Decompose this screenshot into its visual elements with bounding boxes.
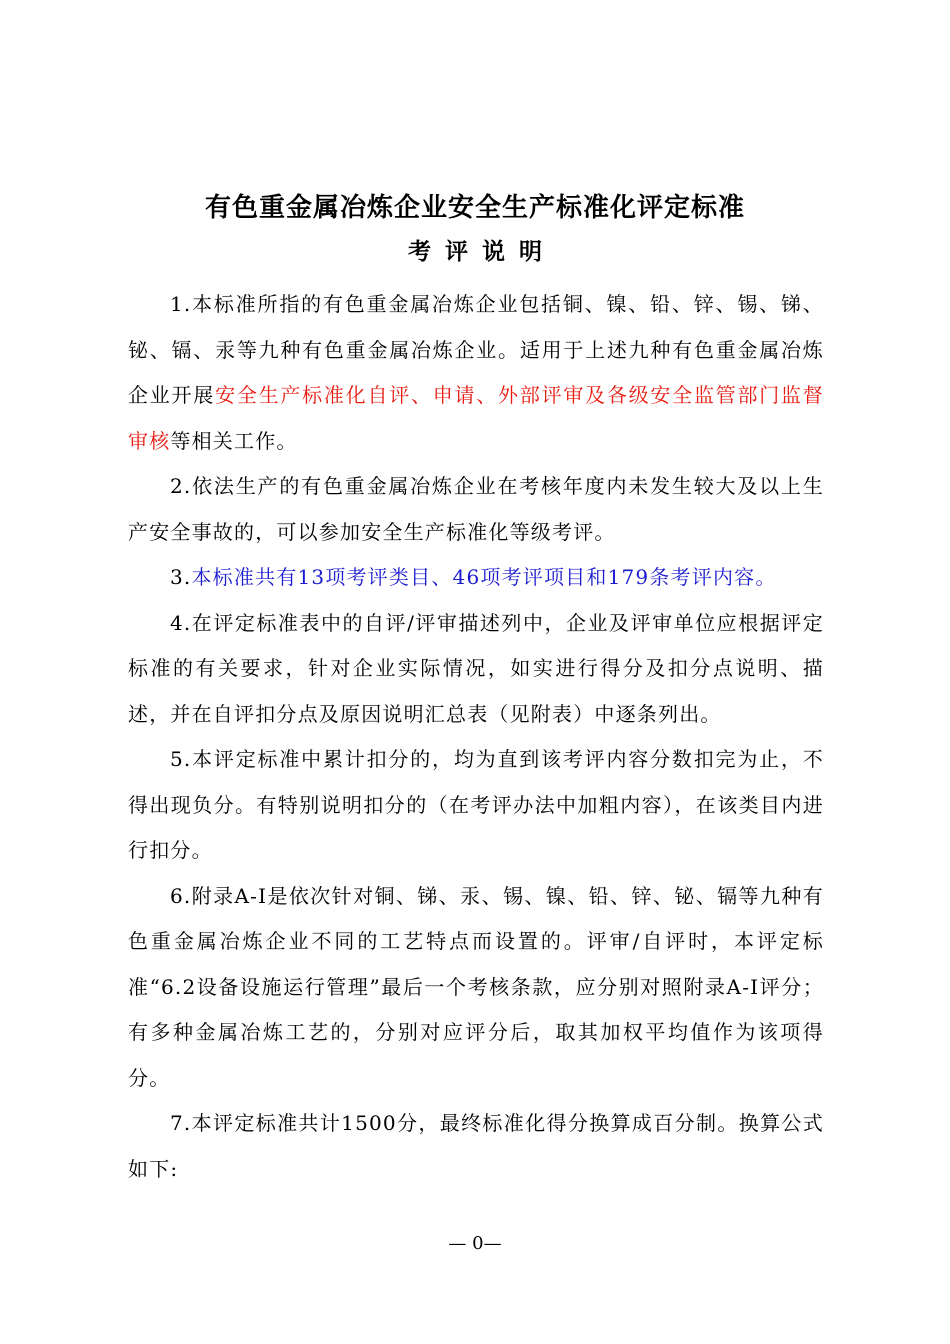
- paragraph-1-text-b: 等相关工作。: [170, 428, 298, 453]
- paragraph-3-number: 3.: [170, 565, 192, 589]
- paragraph-1: [128, 282, 824, 464]
- paragraph-3: [128, 555, 824, 601]
- paragraph-1-highlight: 安全生产标准化自评、申请、外部评审及各级安全监管部门监督审核: [128, 383, 824, 453]
- page-number: — 0—: [448, 1233, 502, 1254]
- paragraph-2: 2.依法生产的有色重金属冶炼企业在考核年度内未发生较大及以上生产安全事故的，可以参加安全生产标准化等级考评。: [128, 474, 824, 544]
- document-body: [128, 282, 824, 1192]
- document-subtitle: 考评说明: [408, 239, 556, 265]
- paragraph-5: 5.本评定标准中累计扣分的，均为直到该考评内容分数扣完为止，不得出现负分。有特别说明扣分的（在考评办法中加粗内容），在该类目内进行扣分。: [128, 747, 824, 862]
- paragraph-7: 7.本评定标准共计1500分，最终标准化得分换算成百分制。换算公式如下:: [128, 1111, 824, 1181]
- paragraph-1-text-a: 1.本标准所指的有色重金属冶炼企业包括铜、镍、铅、锌、锡、锑、铋、镉、汞等九种有色重金属冶炼企业。适用于上述九种有色重金属冶炼企业开展: [128, 292, 824, 407]
- paragraph-3-highlight: 本标准共有13项考评类目、46项考评项目和179条考评内容。: [191, 565, 777, 589]
- document-title: 有色重金属冶炼企业安全生产标准化评定标准: [204, 193, 745, 223]
- paragraph-6: 6.附录A-I是依次针对铜、锑、汞、锡、镍、铅、锌、铋、镉等九种有色重金属冶炼企业不同的工艺特点而设置的。评审/自评时，本评定标准“6.2设备设施运行管理”最后一个考核条款，应分别对照附录A-I评分；有多种金属冶炼工艺的，分别对应评分后，取其加权平均值作为该项得分。: [128, 883, 824, 1090]
- paragraph-4: 4.在评定标准表中的自评/评审描述列中，企业及评审单位应根据评定标准的有关要求，针对企业实际情况，如实进行得分及扣分点说明、描述，并在自评扣分点及原因说明汇总表（见附表）中逐条列出。: [128, 610, 824, 726]
